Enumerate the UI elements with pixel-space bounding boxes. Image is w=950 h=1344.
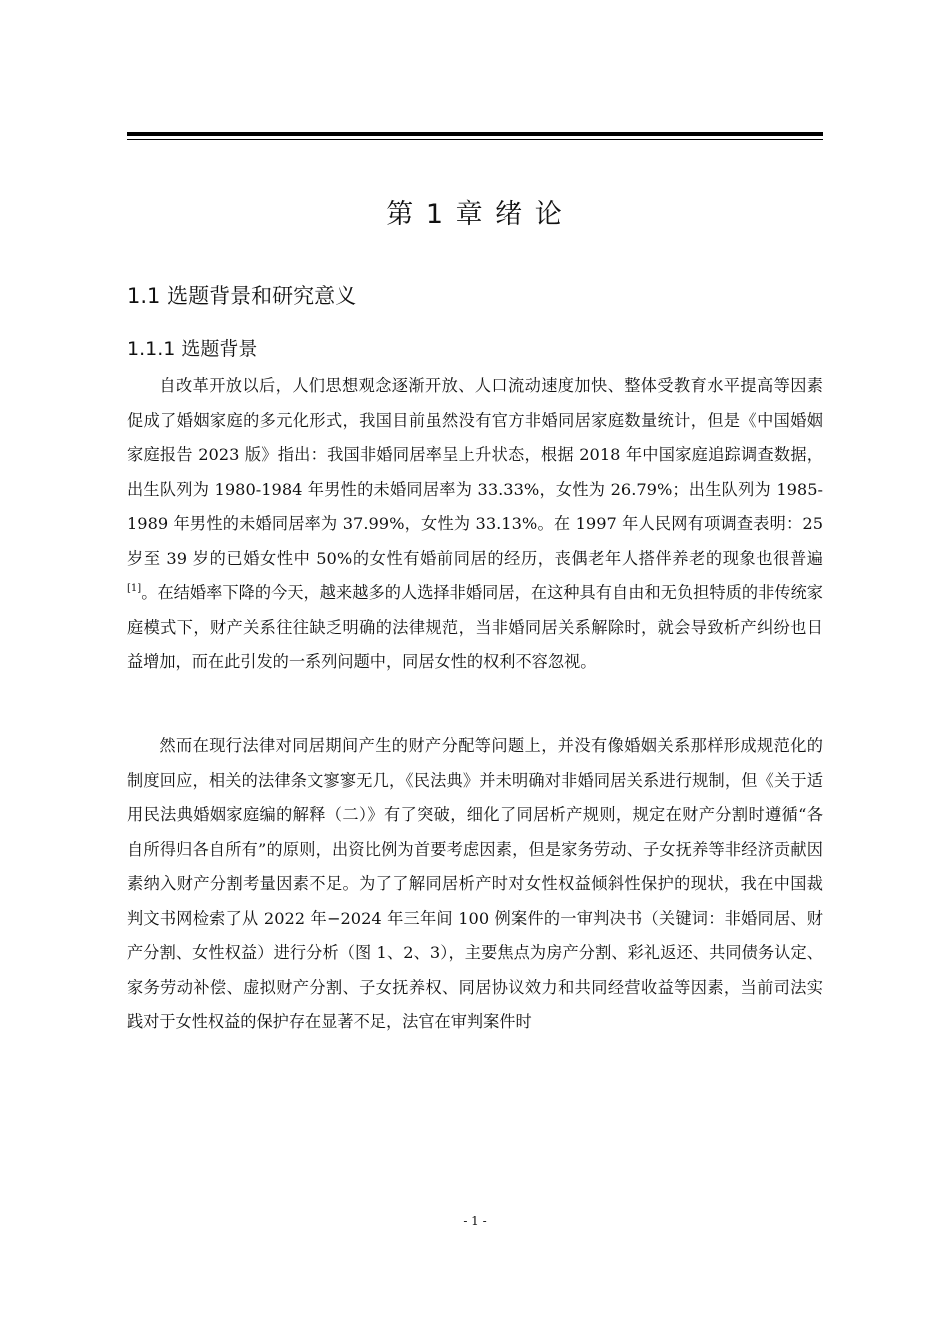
page-number: - 1 - bbox=[463, 1214, 487, 1228]
citation-ref[interactable]: [1] bbox=[127, 583, 142, 594]
subsection-heading: 1.1.1 选题背景 bbox=[127, 338, 258, 360]
section-heading: 1.1 选题背景和研究意义 bbox=[127, 284, 357, 308]
paragraph-2-text: 然而在现行法律对同居期间产生的财产分配等问题上，并没有像婚姻关系那样形成规范化的制度回应，相关的法律条文寥寥无几，《民法典》并未明确对非婚同居关系进行规制，但《关于适用民法典婚姻家庭编的解释（二）》有了突破，细化了同居析产规则，规定在财产分割时遵循“各自所得归各自所有”的原则，出资比例为首要考虑因素，但是家务劳动、子女抚养等非经济贡献因素纳入财产分割考量因素不足。为了了解同居析产时对女性权益倾斜性保护的现状，我在中国裁判文书网检索了从 2022 年−2024 年三年间 100 例案件的一审判决书（关键词：非婚同居、财产分割、女性权益）进行分析（图 1、2、3），主要焦点为房产分割、彩礼返还、共同债务认定、家务劳动补偿、虚拟财产分割、子女抚养权、同居协议效力和共同经营收益等因素，当前司法实践对于女性权益的保护存在显著不足，法官在审判案件时 bbox=[127, 736, 823, 1031]
paragraph-1 bbox=[127, 369, 823, 680]
header-rule-thick bbox=[127, 132, 823, 136]
paragraph-1-text-a: 自改革开放以后，人们思想观念逐渐开放、人口流动速度加快、整体受教育水平提高等因素促成了婚姻家庭的多元化形式，我国目前虽然没有官方非婚同居家庭数量统计，但是《中国婚姻家庭报告 2023 版》指出：我国非婚同居率呈上升状态，根据 2018 年中国家庭追踪调查数据，出生队列为 1980-1984 年男性的未婚同居率为 33.33%，女性为 26.79%；出生队列为 1985-1989 年男性的未婚同居率为 37.99%，女性为 33.13%。在 1997 年人民网有项调查表明：25 岁至 39 岁的已婚女性中 50%的女性有婚前同居的经历，丧偶老年人搭伴养老的现象也很普遍 bbox=[127, 376, 823, 568]
chapter-title: 第 1 章 绪 论 bbox=[386, 199, 564, 230]
header-rule-thin bbox=[127, 139, 823, 140]
paragraph-2 bbox=[127, 729, 823, 1040]
paragraph-1-text-b: 。在结婚率下降的今天，越来越多的人选择非婚同居，在这种具有自由和无负担特质的非传统家庭模式下，财产关系往往缺乏明确的法律规范，当非婚同居关系解除时，就会导致析产纠纷也日益增加，而在此引发的一系列问题中，同居女性的权利不容忽视。 bbox=[127, 583, 823, 671]
